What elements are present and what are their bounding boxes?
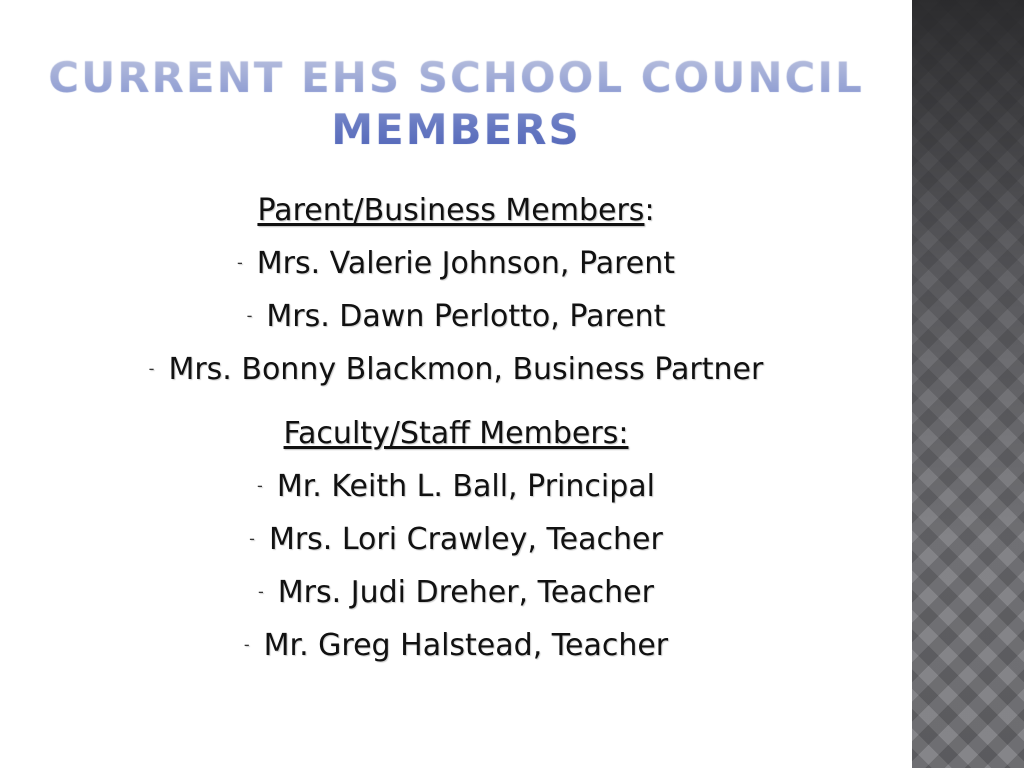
parent-business-heading-colon: : [644, 193, 655, 228]
slide-title [0, 52, 912, 156]
bullet-dash: - [236, 253, 243, 272]
member-name: Mrs. Bonny Blackmon, Business Partner [168, 352, 764, 387]
member-name: Mrs. Judi Dreher, Teacher [277, 575, 654, 610]
bullet-dash: - [257, 476, 263, 495]
bullet-dash: - [148, 359, 155, 378]
slide-title-line-1: CURRENT EHS SCHOOL COUNCIL [48, 53, 864, 102]
bullet-dash: - [249, 529, 255, 548]
decorative-side-strip [912, 0, 1024, 768]
member-name: Mrs. Dawn Perlotto, Parent [266, 299, 666, 334]
bullet-dash: - [243, 635, 250, 654]
member-name: Mrs. Valerie Johnson, Parent [256, 246, 676, 281]
faculty-staff-heading-text: Faculty/Staff Members: [283, 416, 629, 451]
member-name: Mrs. Lori Crawley, Teacher [268, 522, 663, 557]
list-item [0, 513, 912, 566]
parent-business-heading-text: Parent/Business Members [257, 193, 645, 228]
parent-business-heading [0, 185, 912, 237]
faculty-staff-heading [0, 408, 912, 460]
slide-body [0, 185, 912, 672]
member-name: Mr. Keith L. Ball, Principal [276, 469, 655, 504]
list-item [0, 566, 912, 619]
list-item [0, 343, 912, 396]
list-item [0, 290, 912, 343]
list-item [0, 460, 912, 513]
bullet-dash: - [258, 582, 264, 601]
slide-title-line-2: MEMBERS [331, 105, 581, 154]
section-spacer [0, 396, 912, 408]
bullet-dash: - [246, 306, 253, 325]
member-name: Mr. Greg Halstead, Teacher [263, 628, 669, 663]
list-item [0, 237, 912, 290]
list-item [0, 619, 912, 672]
